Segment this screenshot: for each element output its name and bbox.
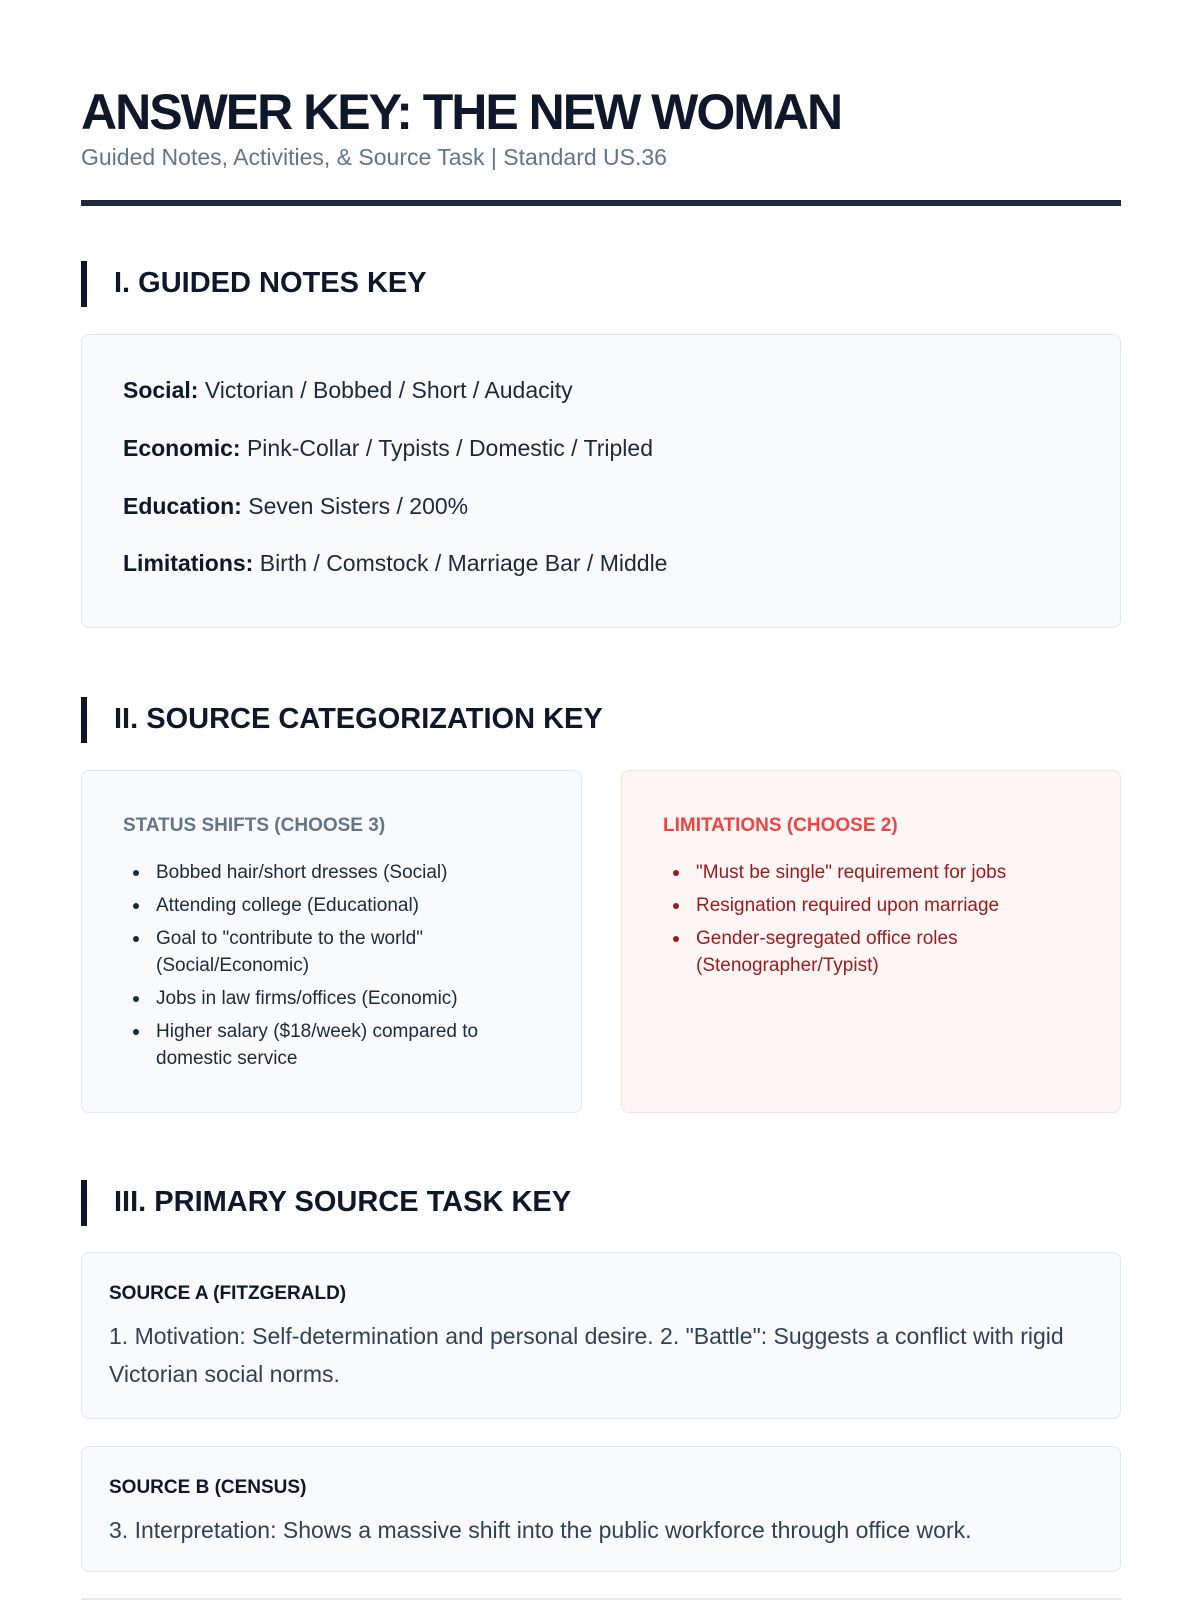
section-guided-notes-heading	[81, 261, 1121, 307]
status-shifts-label: STATUS SHIFTS (CHOOSE 3)	[123, 815, 386, 836]
status-shifts-list	[123, 859, 543, 1078]
note-line-education	[123, 491, 468, 521]
note-value: Birth / Comstock / Marriage Bar / Middle	[259, 550, 668, 576]
guided-notes-card	[81, 334, 1121, 628]
list-item: Bobbed hair/short dresses (Social)	[123, 859, 543, 886]
note-value: Seven Sisters / 200%	[248, 493, 469, 519]
list-item: Goal to "contribute to the world" (Social/Economic)	[123, 925, 543, 979]
section-categorization-heading	[81, 697, 1121, 743]
page-title: ANSWER KEY: THE NEW WOMAN	[81, 84, 842, 140]
title-divider	[81, 200, 1121, 206]
list-item: Attending college (Educational)	[123, 892, 543, 919]
limitations-label: LIMITATIONS (CHOOSE 2)	[663, 815, 898, 836]
list-item: "Must be single" requirement for jobs	[663, 859, 1083, 886]
section-accent-bar	[81, 697, 87, 743]
section-title: III. PRIMARY SOURCE TASK KEY	[114, 1186, 572, 1218]
source-label: SOURCE A (FITZGERALD)	[109, 1283, 347, 1304]
source-label: SOURCE B (CENSUS)	[109, 1477, 307, 1498]
limitations-card	[621, 770, 1121, 1113]
list-item: Higher salary ($18/week) compared to domestic service	[123, 1018, 543, 1072]
section-accent-bar	[81, 261, 87, 307]
list-item: Jobs in law firms/offices (Economic)	[123, 985, 543, 1012]
note-label: Social:	[123, 377, 199, 403]
page-subtitle: Guided Notes, Activities, & Source Task | Standard US.36	[81, 144, 667, 170]
section-title: I. GUIDED NOTES KEY	[114, 267, 427, 299]
list-item: Resignation required upon marriage	[663, 892, 1083, 919]
source-a-card	[81, 1252, 1121, 1419]
section-accent-bar	[81, 1180, 87, 1226]
list-item: Gender-segregated office roles (Stenographer/Typist)	[663, 925, 1083, 979]
note-label: Education:	[123, 493, 242, 519]
source-answer: 3. Interpretation: Shows a massive shift into the public workforce through office work.	[109, 1517, 972, 1543]
section-title: II. SOURCE CATEGORIZATION KEY	[114, 703, 603, 735]
note-value: Victorian / Bobbed / Short / Audacity	[204, 377, 573, 403]
note-line-social	[123, 375, 573, 405]
note-line-limitations	[123, 548, 667, 578]
note-line-economic	[123, 433, 653, 463]
source-b-card	[81, 1446, 1121, 1572]
source-answer: 1. Motivation: Self-determination and personal desire. 2. "Battle": Suggests a conflict with rigid Victorian social norms.	[109, 1323, 1064, 1387]
section-primary-source-heading	[81, 1180, 1121, 1226]
limitations-list	[663, 859, 1083, 985]
note-label: Limitations:	[123, 550, 254, 576]
note-label: Economic:	[123, 435, 241, 461]
status-shifts-card	[81, 770, 582, 1113]
note-value: Pink-Collar / Typists / Domestic / Tripled	[246, 435, 653, 461]
